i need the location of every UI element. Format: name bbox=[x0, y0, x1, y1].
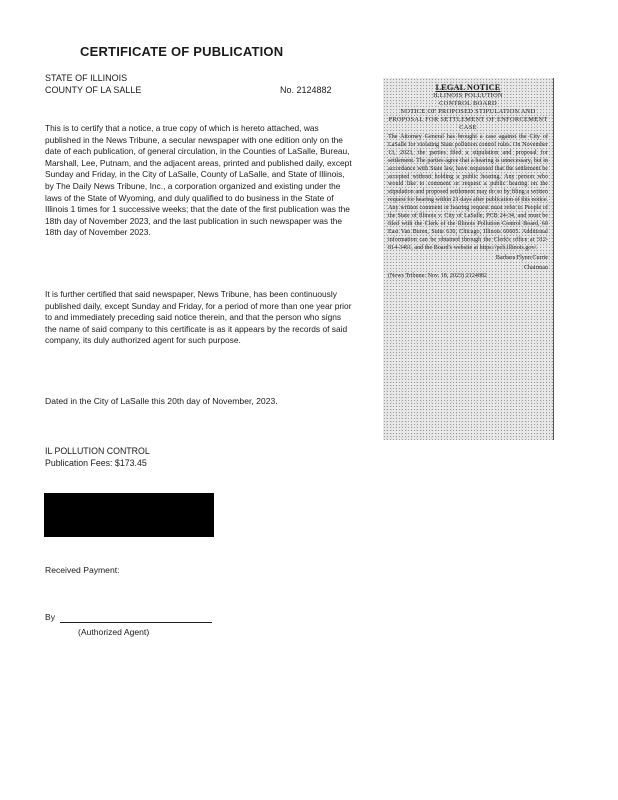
jurisdiction-block bbox=[45, 72, 141, 96]
continuity-paragraph: It is further certified that said newspaper, News Tribune, has been continuously published daily, except Sunday and Friday, for a period of more than one year prior to and immediately preceding said notice therein, and that the person who signs the name of said company to this certificate is as it appears by the records of said company, its duly authorized agent for such purpose. bbox=[45, 289, 352, 346]
billing-block bbox=[45, 445, 150, 469]
agency-name: IL POLLUTION CONTROL bbox=[45, 446, 150, 456]
notice-signature-role: Chairman bbox=[523, 264, 548, 271]
document-number: No. 2124882 bbox=[280, 85, 332, 95]
received-payment-label: Received Payment: bbox=[45, 565, 120, 575]
notice-signature: Barbara Flynn Currie bbox=[495, 254, 548, 261]
county-line: COUNTY OF LA SALLE bbox=[45, 85, 142, 95]
notice-footer: (News Tribune: Nov. 18, 2023) 2124882 bbox=[388, 273, 487, 280]
authorized-agent-label: (Authorized Agent) bbox=[78, 627, 150, 637]
legal-notice-clipping bbox=[383, 78, 554, 440]
page-title: CERTIFICATE OF PUBLICATION bbox=[80, 44, 284, 59]
notice-agency-line1: ILLINOIS POLLUTION bbox=[433, 92, 503, 99]
dated-line: Dated in the City of LaSalle this 20th day of November, 2023. bbox=[45, 396, 278, 406]
signature-line bbox=[60, 622, 212, 623]
redacted-signature bbox=[44, 493, 214, 537]
notice-subject: NOTICE OF PROPOSED STIPULATION AND PROPOSAL FOR SETTLEMENT OF ENFORCEMENT CASE bbox=[388, 108, 548, 131]
state-line: STATE OF ILLINOIS bbox=[45, 73, 128, 83]
by-label: By bbox=[45, 612, 56, 622]
notice-agency-line2: CONTROL BOARD bbox=[439, 100, 497, 107]
notice-heading: LEGAL NOTICE bbox=[435, 82, 501, 92]
legal-notice-content bbox=[388, 82, 548, 281]
publication-fees: Publication Fees: $173.45 bbox=[45, 458, 147, 468]
certification-paragraph: This is to certify that a notice, a true copy of which is hereto attached, was published in the News Tribune, a secular newspaper with one edition only on the date of each publication, of general circulation, in the Counties of LaSalle, Bureau, Marshall, Lee, Putnam, and the adjacent areas, printed and published daily, except Sunday and Friday, in the City of LaSalle, County of LaSalle, and State of Illinois, by The Daily News Tribune, Inc., a corporation organized and existing under the laws of the State of Wyoming, and duly qualified to do business in the State of Illinois 1 times for 1 successive weeks; that the date of the first publication was the 18th day of November 2023, and the last publication in such newspaper was the 18th day of November 2023. bbox=[45, 123, 352, 238]
notice-body: The Attorney General has brought a case against the City of LaSalle for violating State pollution control rules. On November 13, 2023, the parties filed a stipulation and proposal for settlement. The parties agree that a hearing is unnecessary, but in accordance with State law, have requested that the settlement be accepted without holding a public hearing. Any person who would like to comment or request a public hearing on the stipulation and proposed settlement may do so by filing a written request for hearing within 21 days after publication of this notice. Any written comment or hearing request must refer to People of the State of Illinois v. City of LaSalle, PCB 24-34, and must be filed with the Clerk of the Illinois Pollution Control Board, 60 East Van Buren, Suite 630, Chicago, Illinois 60605. Additional information can be obtained through the Clerk's office at 312-814-3461, and the Board's website at https://pcb.illinois.gov/. bbox=[388, 134, 548, 251]
